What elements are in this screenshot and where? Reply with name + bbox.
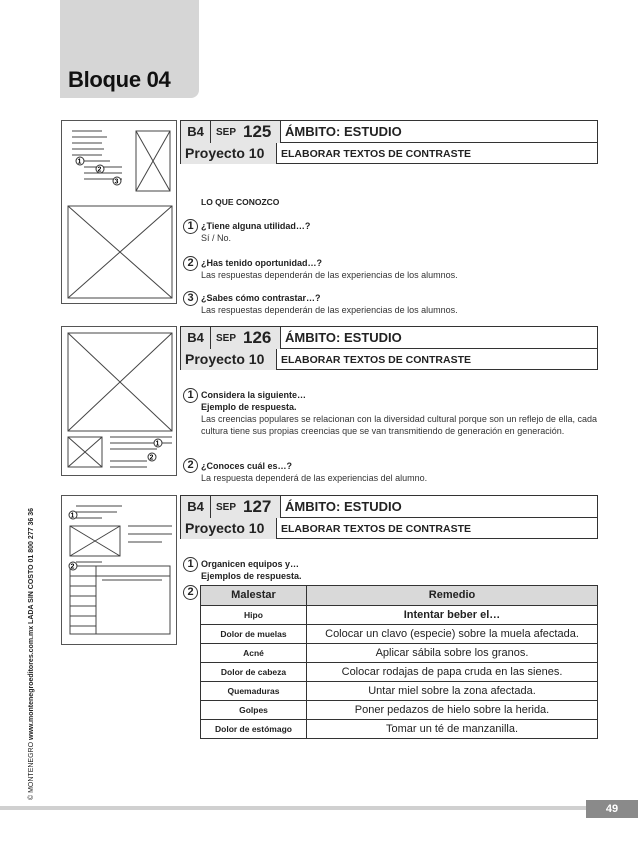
table-cell: Aplicar sábila sobre los granos. (375, 647, 529, 659)
table-cell: Dolor de muelas (201, 625, 307, 643)
section-heading: LO QUE CONOZCO (201, 197, 280, 207)
question-2: ¿Has tenido oportunidad…? (201, 258, 322, 268)
question-number-2: 2 (183, 585, 198, 600)
table-cell: Golpes (201, 701, 307, 719)
svg-text:2: 2 (70, 563, 75, 571)
table-cell: Acné (201, 644, 307, 662)
question-1: ¿Tiene alguna utilidad…? (201, 221, 311, 231)
ambito-label: ÁMBITO: ESTUDIO (285, 499, 402, 514)
question-2: ¿Conoces cuál es…? (201, 461, 293, 471)
column-header: Remedio (428, 589, 476, 601)
table-cell: Colocar rodajas de papa cruda en las sienes. (341, 666, 563, 678)
sep-label: SEP (216, 127, 237, 138)
answer-3: Las respuestas dependerán de las experiencias de los alumnos. (201, 305, 458, 315)
sep-page-number: 125 (243, 122, 272, 141)
answer-1: Sí / No. (201, 233, 232, 243)
proyecto-label: Proyecto 10 (181, 349, 277, 370)
footer-bar (0, 806, 586, 810)
table-row (201, 624, 597, 643)
thumbnail-sketch (62, 327, 178, 477)
page-thumbnail-125 (61, 120, 177, 304)
table-cell: Quemaduras (201, 682, 307, 700)
project-title: ELABORAR TEXTOS DE CONTRASTE (281, 148, 471, 160)
activity-header-125 (180, 120, 598, 164)
column-header: Malestar (201, 586, 307, 605)
table-row (201, 643, 597, 662)
project-title: ELABORAR TEXTOS DE CONTRASTE (281, 354, 471, 366)
proyecto-label: Proyecto 10 (181, 143, 277, 164)
activity-header-127 (180, 495, 598, 539)
svg-text:2: 2 (97, 166, 102, 174)
question-1: Considera la siguiente… (201, 390, 307, 400)
svg-text:1: 1 (70, 512, 75, 520)
table-cell: Dolor de cabeza (201, 663, 307, 681)
question-number-1: 1 (183, 557, 198, 572)
sep-page-number: 127 (243, 497, 272, 516)
block-label: B4 (181, 121, 211, 143)
sep-label: SEP (216, 502, 237, 513)
table-row (201, 605, 597, 624)
thumbnail-sketch (62, 121, 178, 305)
table-cell: Colocar un clavo (especie) sobre la muela afectada. (325, 628, 579, 640)
answer-2: La respuesta dependerá de las experiencias del alumno. (201, 473, 428, 483)
question-1: Organicen equipos y… (201, 559, 300, 569)
side-brand: © MONTENEGRO (28, 741, 35, 800)
sep-label: SEP (216, 333, 237, 344)
question-3: ¿Sabes cómo contrastar…? (201, 293, 321, 303)
ambito-label: ÁMBITO: ESTUDIO (285, 330, 402, 345)
block-label: B4 (181, 496, 211, 518)
table-cell: Hipo (201, 606, 307, 624)
side-url: www.montenegroeditores.com.mx LADA SIN COSTO 01 800 277 36 36 (28, 508, 35, 740)
side-credit (28, 480, 35, 800)
table-row (201, 700, 597, 719)
svg-text:1: 1 (155, 440, 160, 448)
svg-text:2: 2 (149, 454, 154, 462)
table-cell: Dolor de estómago (201, 720, 307, 738)
table-header-row (201, 586, 597, 605)
page-thumbnail-126 (61, 326, 177, 476)
page-thumbnail-127 (61, 495, 177, 645)
table-row (201, 681, 597, 700)
activity-header-126 (180, 326, 598, 370)
sep-page-number: 126 (243, 328, 272, 347)
table-row (201, 719, 597, 738)
question-number-2: 2 (183, 256, 198, 271)
question-number-3: 3 (183, 291, 198, 306)
page-number: 49 (586, 800, 638, 818)
ambito-label: ÁMBITO: ESTUDIO (285, 124, 402, 139)
table-cell: Intentar beber el… (403, 609, 501, 621)
bloque-title: Bloque 04 (68, 67, 171, 92)
answer-paragraph: Las creencias populares se relacionan con la diversidad cultural porque son un reflejo de ella, cada cultura tiene sus propias creencias que se van transmitiendo de generación en generación. (201, 414, 597, 436)
question-number-1: 1 (183, 219, 198, 234)
table-cell: Tomar un té de manzanilla. (385, 723, 519, 735)
table-cell: Poner pedazos de hielo sobre la herida. (354, 704, 550, 716)
proyecto-label: Proyecto 10 (181, 518, 277, 539)
table-row (201, 662, 597, 681)
answer-label: Ejemplos de respuesta. (201, 571, 302, 581)
answer-label: Ejemplo de respuesta. (201, 402, 297, 412)
answer-2: Las respuestas dependerán de las experiencias de los alumnos. (201, 270, 458, 280)
remedies-table (200, 585, 598, 739)
project-title: ELABORAR TEXTOS DE CONTRASTE (281, 523, 471, 535)
question-number-2: 2 (183, 458, 198, 473)
table-cell: Untar miel sobre la zona afectada. (368, 685, 536, 697)
svg-text:3: 3 (114, 178, 119, 186)
thumbnail-sketch (62, 496, 178, 646)
question-number-1: 1 (183, 388, 198, 403)
block-label: B4 (181, 327, 211, 349)
svg-text:1: 1 (77, 158, 82, 166)
